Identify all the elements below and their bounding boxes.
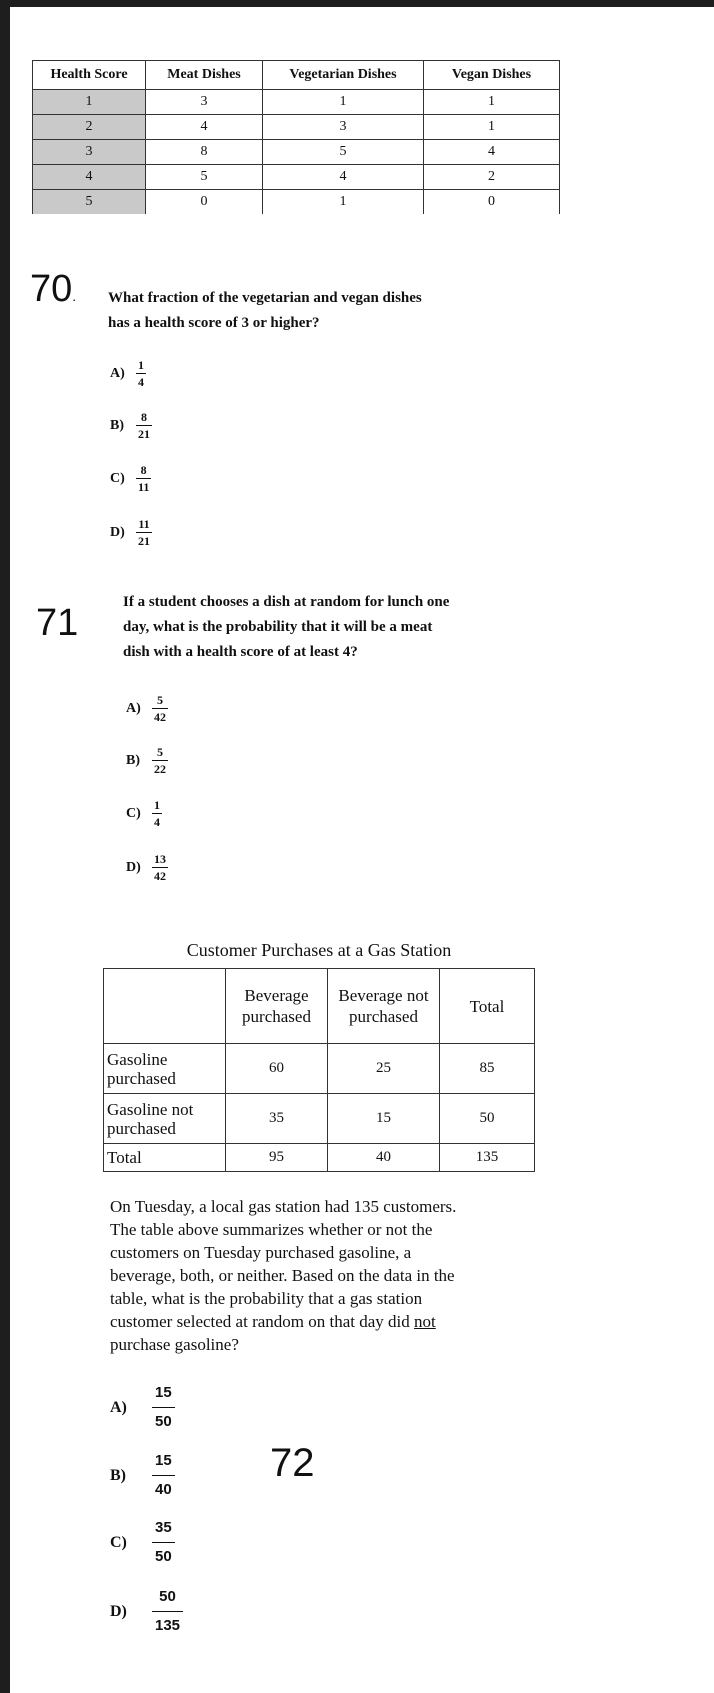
fraction — [152, 745, 168, 777]
numerator: 13 — [154, 852, 166, 866]
denominator: 21 — [138, 427, 150, 441]
fraction — [152, 1382, 175, 1433]
numerator: 11 — [138, 517, 150, 531]
stem-line: The table above summarizes whether or not the — [110, 1220, 433, 1239]
count-cell: 0 — [424, 190, 560, 215]
fraction — [136, 517, 152, 549]
stem-line: purchase gasoline? — [110, 1335, 239, 1354]
numerator: 5 — [157, 693, 163, 707]
numerator: 8 — [140, 463, 147, 477]
choice-letter: D) — [110, 525, 125, 540]
count-cell: 1 — [263, 90, 424, 115]
numerator: 15 — [155, 1384, 172, 1401]
count-cell: 5 — [146, 165, 263, 190]
value-cell: 85 — [440, 1044, 535, 1094]
choice-letter: C) — [110, 471, 125, 486]
count-cell: 8 — [146, 140, 263, 165]
answer-choice[interactable] — [110, 1517, 175, 1568]
fraction — [152, 693, 168, 725]
stem-line: customers on Tuesday purchased gasoline, a — [110, 1243, 412, 1262]
count-cell: 5 — [263, 140, 424, 165]
value-cell: 95 — [226, 1144, 328, 1172]
answer-choice[interactable] — [110, 463, 151, 495]
count-cell: 1 — [424, 115, 560, 140]
choice-letter: D) — [126, 860, 141, 875]
stem-line: On Tuesday, a local gas station had 135 customers. — [110, 1197, 457, 1216]
value-cell: 50 — [440, 1094, 535, 1144]
column-header: Beverage not purchased — [328, 969, 440, 1044]
fraction — [136, 463, 151, 495]
denominator: 42 — [154, 869, 166, 883]
row-label: Gasoline purchased — [104, 1044, 226, 1094]
denominator: 50 — [152, 1542, 175, 1568]
fraction — [136, 358, 146, 390]
table-row — [104, 1144, 535, 1172]
column-header: Meat Dishes — [146, 61, 263, 90]
stem-line: If a student chooses a dish at random for lunch one — [123, 594, 450, 610]
denominator: 50 — [152, 1407, 175, 1433]
count-cell: 4 — [146, 115, 263, 140]
health-score-cell: 3 — [33, 140, 146, 165]
numerator: 8 — [141, 410, 147, 424]
stem-line: has a health score of 3 or higher? — [108, 315, 320, 331]
value-cell: 40 — [328, 1144, 440, 1172]
choice-letter: B) — [110, 418, 124, 433]
answer-choice[interactable] — [110, 358, 146, 390]
answer-choice[interactable] — [110, 1586, 183, 1637]
health-score-cell: 5 — [33, 190, 146, 215]
table-row — [33, 140, 560, 165]
choice-letter: B) — [126, 753, 140, 768]
denominator: 11 — [138, 480, 150, 494]
stem-line: What fraction of the vegetarian and vegan dishes — [108, 290, 422, 306]
stem-line: beverage, both, or neither. Based on the data in the — [110, 1266, 455, 1285]
count-cell: 3 — [146, 90, 263, 115]
fraction — [152, 1450, 175, 1501]
choice-letter: A) — [110, 1398, 127, 1416]
denominator: 42 — [154, 710, 166, 724]
column-header: Health Score — [33, 61, 146, 90]
gas-station-table — [103, 968, 535, 1172]
question-stem — [110, 1195, 560, 1356]
table-row — [33, 190, 560, 215]
answer-choice[interactable] — [126, 852, 168, 884]
stem-line — [110, 1310, 560, 1333]
answer-choice[interactable] — [110, 517, 152, 549]
question-number: 71 — [36, 602, 79, 644]
fraction — [152, 1586, 183, 1637]
count-cell: 4 — [263, 165, 424, 190]
count-cell: 4 — [424, 140, 560, 165]
numerator: 15 — [155, 1452, 172, 1469]
denominator: 4 — [138, 375, 144, 389]
question-number — [30, 270, 76, 308]
table-row — [104, 1044, 535, 1094]
fraction — [152, 852, 168, 884]
answer-choice[interactable] — [126, 693, 168, 725]
question-stem — [123, 590, 563, 665]
column-header: Vegetarian Dishes — [263, 61, 424, 90]
health-score-table — [32, 60, 560, 214]
numerator: 35 — [155, 1519, 172, 1536]
health-score-cell: 4 — [33, 165, 146, 190]
stem-line: table, what is the probability that a gas station — [110, 1289, 423, 1308]
table-header-row — [104, 969, 535, 1044]
answer-choice[interactable] — [110, 410, 152, 442]
count-cell: 2 — [424, 165, 560, 190]
column-header: Total — [440, 969, 535, 1044]
count-cell: 3 — [263, 115, 424, 140]
stem-underlined-word: not — [414, 1312, 436, 1331]
value-cell: 15 — [328, 1094, 440, 1144]
choice-letter: A) — [110, 366, 125, 381]
choice-letter: C) — [110, 1533, 127, 1551]
table-header-row — [33, 61, 560, 90]
health-score-cell: 1 — [33, 90, 146, 115]
numerator: 50 — [159, 1588, 176, 1605]
worksheet-page — [10, 7, 714, 1693]
column-header — [104, 969, 226, 1044]
health-score-cell: 2 — [33, 115, 146, 140]
question-number-text: 70 — [30, 268, 73, 310]
value-cell: 135 — [440, 1144, 535, 1172]
table-row — [33, 165, 560, 190]
denominator: 40 — [152, 1475, 175, 1501]
table-row — [33, 90, 560, 115]
table-row — [33, 115, 560, 140]
answer-choice[interactable] — [110, 1450, 175, 1501]
column-header: Vegan Dishes — [424, 61, 560, 90]
question-stem — [108, 286, 548, 336]
denominator: 4 — [154, 815, 160, 829]
denominator: 135 — [152, 1611, 183, 1637]
row-label: Gasoline not purchased — [104, 1094, 226, 1144]
count-cell: 1 — [263, 190, 424, 215]
fraction — [152, 1517, 175, 1568]
stem-line: day, what is the probability that it will be a meat — [123, 619, 433, 635]
numerator: 1 — [138, 358, 144, 372]
choice-letter: D) — [110, 1602, 127, 1620]
question-number-suffix: . — [72, 288, 77, 304]
numerator: 5 — [157, 745, 163, 759]
fraction — [136, 410, 152, 442]
fraction — [152, 798, 162, 830]
answer-choice[interactable] — [110, 1382, 175, 1433]
value-cell: 60 — [226, 1044, 328, 1094]
denominator: 21 — [138, 534, 150, 548]
row-label: Total — [104, 1144, 226, 1172]
table-row — [104, 1094, 535, 1144]
column-header: Beverage purchased — [226, 969, 328, 1044]
choice-letter: A) — [126, 701, 141, 716]
count-cell: 0 — [146, 190, 263, 215]
value-cell: 25 — [328, 1044, 440, 1094]
choice-letter: C) — [126, 806, 141, 821]
answer-choice[interactable] — [126, 745, 168, 777]
count-cell: 1 — [424, 90, 560, 115]
question-number: 72 — [270, 1441, 315, 1485]
table-title: Customer Purchases at a Gas Station — [186, 940, 452, 960]
numerator: 1 — [154, 798, 160, 812]
stem-line: dish with a health score of at least 4? — [123, 644, 358, 660]
value-cell: 35 — [226, 1094, 328, 1144]
answer-choice[interactable] — [126, 798, 162, 830]
choice-letter: B) — [110, 1466, 126, 1484]
denominator: 22 — [154, 762, 166, 776]
stem-text: customer selected at random on that day did — [110, 1312, 410, 1331]
